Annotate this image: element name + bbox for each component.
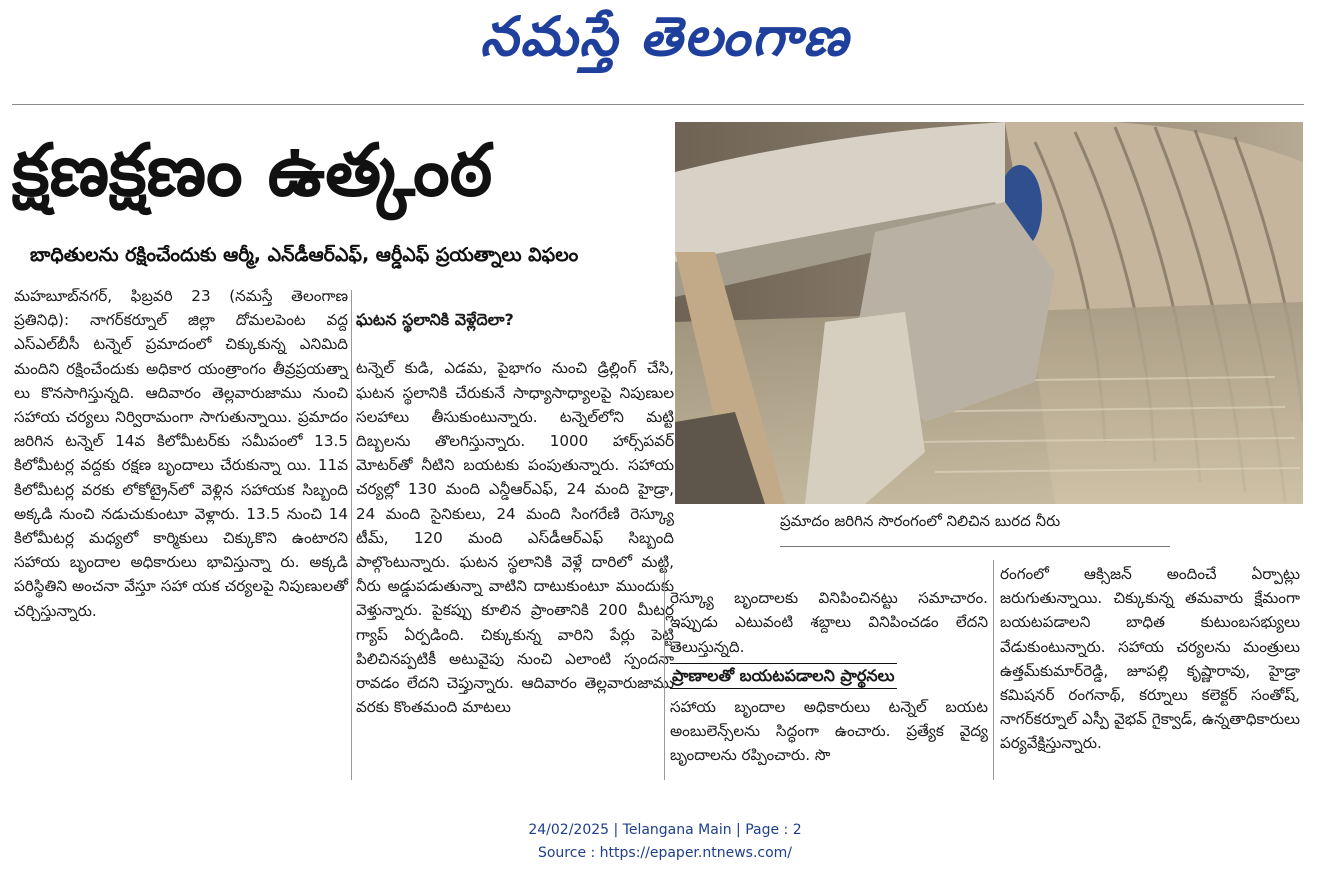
column-divider [351, 290, 352, 780]
footer-date-page: 24/02/2025 | Telangana Main | Page : 2 [528, 822, 802, 838]
subheadline: బాధితులను రక్షించేందుకు ఆర్మీ, ఎన్‌డీఆర్‌ఎఫ్‌, ఆర్డీఎఫ్‌ ప్రయత్నాలు విఫలం [30, 244, 579, 266]
article-column-3-top: రెస్క్యూ బృందాలకు వినిపించినట్టు సమాచారం. ఇప్పుడు ఎటువంటి శబ్దాలు వినిపించడం లేదని తెలుస్తున్నది. [670, 589, 988, 656]
section-heading-prayers: ప్రాణాలతో బయటపడాలని ప్రార్థనలు [670, 663, 897, 689]
tunnel-photo-illustration [675, 122, 1303, 504]
tunnel-photo [675, 122, 1303, 504]
footer-source: Source : https://epaper.ntnews.com/ [537, 845, 793, 861]
article-column-2-text: టన్నెల్‌ కుడి, ఎడమ, పైభాగం నుంచి డ్రిల్లింగ్‌ చేసి, ఘటన స్థలానికి చేరుకునే సాధ్యాసాధ్యాలపై నిపుణుల సలహాలు తీసుకుంటున్నారు. టన్నెల్‌లోని మట్టి దిబ్బలను తొలగిస్తున్నారు. 1000 హార్స్‌పవర్‌ మోటర్‌తో నీటిని బయటకు పంపుతున్నారు. సహాయ చర్యల్లో 130 మంది ఎన్డీఆర్‌ఎఫ్‌, 24 మంది హైడ్రా, 24 మంది సైనికులు, 24 మంది సింగరేణి రెస్క్యూ టీమ్‌, 120 మంది ఎస్‌డీఆర్‌ఎఫ్‌ సిబ్బంది పాల్గొంటున్నారు. ఘటన స్థలానికి వెళ్లే దారిలో మట్టి, నీరు అడ్డుపడుతున్నా వాటిని దాటుకుంటూ ముందుకు వెళ్తున్నారు. పైకప్పు కూలిన ప్రాంతానికి 200 మీటర్ల గ్యాప్‌ ఏర్పడింది. చిక్కుకున్న వారిని పేర్లు పెట్టి పిలిచినప్పటికీ అటువైపు నుంచి ఎలాంటి స్పందనా రావడం లేదని చెప్తున్నారు. ఆదివారం తెల్లవారుజాము వరకు కొంతమంది మాటలు [356, 359, 674, 717]
column-divider [664, 560, 665, 780]
section-heading-how-to-reach: ఘటన స్థలానికి వెళ్లేదెలా? [356, 310, 514, 330]
article-column-4: రంగంలో ఆక్సిజన్‌ అందించే ఏర్పాట్లు జరుగుతున్నాయి. చిక్కుకున్న తమవారు క్షేమంగా బయటపడాలని బాధిత కుటుంబసభ్యులు వేడుకుంటున్నారు. సహాయ చర్యలను మంత్రులు ఉత్తమ్‌కుమార్‌రెడ్డి, జూపల్లి కృష్ణారావు, హైడ్రా కమిషనర్‌ రంగనాథ్‌, కర్నూలు కలెక్టర్‌ సంతోష్‌, నాగర్‌కర్నూల్‌ ఎస్పీ వైభవ్‌ గైక్వాడ్‌, ఉన్నతాధికారులు పర్యవేక్షిస్తున్నారు. [1000, 565, 1300, 753]
column-divider [993, 560, 994, 780]
headline: క్షణక్షణం ఉత్కంఠ [12, 128, 493, 212]
masthead: నమస్తే తెలంగాణ [480, 4, 850, 68]
article-column-3 [670, 562, 988, 767]
article-column-3-bottom: సహాయ బృందాల అధికారులు టన్నెల్‌ బయట అంబులెన్స్‌లను సిద్ధంగా ఉంచారు. ప్రత్యేక వైద్య బృందాలను రప్పించారు. సొ [670, 697, 988, 765]
photo-caption: ప్రమాదం జరిగిన సొరంగంలో నిలిచిన బురద నీరు [780, 512, 1061, 530]
article-column-1: మహబూబ్‌నగర్‌, ఫిబ్రవరి 23 (నమస్తే తెలంగాణ ప్రతినిధి): నాగర్‌కర్నూల్‌ జిల్లా దోమలపెంట వద్ద ఎస్‌ఎల్‌బీసీ టన్నెల్‌ ప్రమాదంలో చిక్కుకున్న ఎనిమిది మందిని రక్షించేందుకు అధికార యంత్రాంగం తీవ్రప్రయత్నా లు కొనసాగిస్తున్నది. ఆదివారం తెల్లవారుజాము నుంచి సహాయ చర్యలు నిర్విరామంగా సాగుతున్నాయి. ప్రమాదం జరిగిన టన్నెల్‌ 14వ కిలోమీటర్‌కు సమీపంలో 13.5 కిలోమీటర్ల వద్దకు రక్షణ బృందాలు చేరుకున్నా యి. 11వ కిలోమీటర్ల వరకు లోకోట్రైన్‌లో వెళ్లిన సహాయక సిబ్బంది అక్కడి నుంచి నడుచుకుంటూ వెళ్లారు. 13.5 నుంచి 14 కిలోమీటర్ల మధ్యలో కార్మికులు చిక్కుకొని ఉంటారని సహాయ బృందాల అధికారులు భావిస్తున్నా రు. అక్కడి పరిస్థితిని అంచనా వేస్తూ సహా యక చర్యలపై నిపుణులతో చర్చిస్తున్నారు. [14, 287, 348, 620]
masthead-rule [12, 104, 1304, 105]
article-column-2 [356, 284, 674, 719]
caption-rule [780, 546, 1170, 547]
